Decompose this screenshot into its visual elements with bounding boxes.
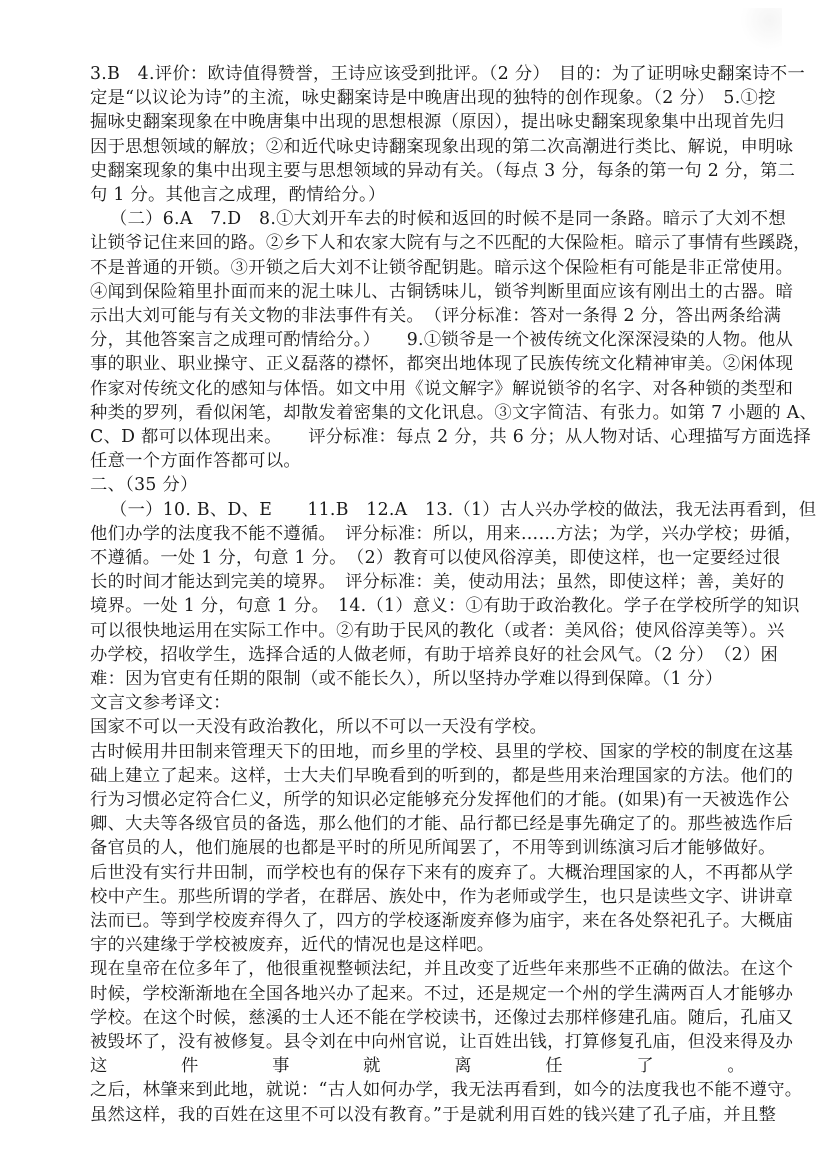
text-line: 办学校，招收学生，选择合适的人做老师，有助于培养良好的社会风气。（2 分） （2）困 (90, 644, 779, 665)
scan-smudge (740, 8, 782, 50)
text-line: 任意一个方面作答都可以。 (90, 451, 301, 472)
text-line: 备官员的人，他们施展的也都是平时的所见所闻罢了，不用等到训练演习后才能够做好。 (90, 838, 776, 859)
text-line: 古时候用井田制来管理天下的田地，而乡里的学校、县里的学校、国家的学校的制度在这基 (90, 741, 794, 762)
text-line: 国家不可以一天没有政治教化，所以不可以一天没有学校。 (90, 717, 548, 738)
text-line: ④闻到保险箱里扑面而来的泥土味儿、古铜锈味儿，锁爷判断里面应该有刚出土的古器。暗 (90, 281, 794, 302)
text-line: 之后，林肇来到此地，就说：“古人如何办学，我无法再看到，如今的法度我也不能不遵守。 (90, 1080, 803, 1101)
text-line: 作家对传统文化的感知与体悟。如文中用《说文解字》解说锁爷的名字、对各种锁的类型和 (90, 378, 794, 399)
text-line: （一）10. B、D、E 11.B 12.A 13.（1）古人兴办学校的做法，我无法再看到，但 (110, 499, 817, 520)
text-line: 分，其他答案言之成理可酌情给分。） 9.①锁爷是一个被传统文化深深浸染的人物。他从 (90, 330, 794, 351)
text-line: 掘咏史翻案现象在中晚唐集中出现的思想根源（原因），提出咏史翻案现象集中出现首先归 (90, 112, 785, 133)
text-line: 难：因为官吏有任期的限制（或不能长久），所以坚持办学难以得到保障。（1 分） (90, 669, 723, 689)
text-line: 时候，学校渐渐地在全国各地兴办了起来。不过，还是规定一个州的学生满两百人才能够办 (90, 983, 794, 1004)
text-line: 因于思想领域的解放；②和近代咏史诗翻案现象出现的第二次高潮进行类比、解说，申明咏 (90, 136, 794, 157)
text-line: 行为习惯必定符合仁义，所学的知识必定能够充分发挥他们的才能。(如果)有一天被选作公 (90, 790, 790, 810)
text-line: 可以很快地运用在实际工作中。②有助于民风的教化（或者：美风俗；使风俗淳美等）。兴 (90, 620, 785, 641)
text-line: 这件事就离任了。 (90, 1056, 745, 1077)
text-line: 史翻案现象的集中出现主要与思想领域的异动有关。（每点 3 分，每条的第一句 2 分，第二 (90, 160, 796, 181)
text-line: 句 1 分。其他言之成理，酌情给分。） (90, 185, 386, 205)
text-line: 校中产生。那些所谓的学者，在群居、族处中，作为老师或学生，也只是读些文字、讲讲章 (90, 886, 794, 907)
text-line: 卿、大夫等各级官员的备选，那么他们的才能、品行都已经是事先确定了的。那些被选作后 (90, 814, 794, 835)
text-line: 境界。一处 1 分，句意 1 分。 14.（1）意义：①有助于政治教化。学子在学校所学的知识 (90, 596, 800, 617)
text-line: 础上建立了起来。这样，士大夫们早晚看到的听到的，都是些用来治理国家的方法。他们的 (90, 765, 794, 786)
text-line: 让锁爷记住来回的路。②乡下人和农家大院有与之不匹配的大保险柜。暗示了事情有些蹊跷， (90, 233, 811, 254)
text-line: （二）6.A 7.D 8.①大刘开车去的时候和返回的时候不是同一条路。暗示了大刘不想 (110, 209, 786, 230)
text-line: 定是“以议论为诗”的主流，咏史翻案诗是中晚唐出现的独特的创作现象。（2 分） 5.①挖 (90, 88, 776, 109)
text-line: 现在皇帝在位多年了，他很重视整顿法纪，并且改变了近些年来那些不正确的做法。在这个 (90, 959, 794, 980)
section-heading: 文言文参考译文： (90, 693, 231, 714)
text-line: 法而已。等到学校废弃得久了，四方的学校逐渐废弃修为庙宇，来在各处祭祀孔子。大概庙 (90, 911, 794, 931)
text-line: 被毁坏了，没有被修复。县令刘在中向州官说，让百姓出钱，打算修复孔庙，但没来得及办 (90, 1032, 794, 1052)
text-line: 宇的兴建缘于学校被废弃，近代的情况也是这样吧。 (90, 935, 495, 956)
text-line: 学校。在这个时候，慈溪的士人还不能在学校读书，还像过去那样修建孔庙。随后，孔庙又 (90, 1007, 794, 1028)
text-line: 种类的罗列，看似闲笔，却散发着密集的文化讯息。③文字简洁、有张力。如第 7 小题的 A、 (90, 402, 817, 423)
text-line: 他们办学的法度我不能不遵循。 评分标准：所以，用来……方法；为学，兴办学校；毋循， (90, 523, 803, 544)
text-line: 后世没有实行井田制，而学校也有的保存下来有的废弃了。大概治理国家的人，不再都从学 (90, 862, 794, 883)
text-line: 长的时间才能达到完美的境界。 评分标准：美，使动用法；虽然，即使这样；善，美好的 (90, 572, 785, 593)
section-heading: 二、（35 分） (90, 475, 198, 496)
text-line: 不遵循。一处 1 分，句意 1 分。 （2）教育可以使风俗淳美，即使这样，也一定要经过很 (90, 548, 781, 568)
text-line: 3.B 4.评价：欧诗值得赞誉，王诗应该受到批评。（2 分） 目的：为了证明咏史翻案诗不一 (90, 64, 806, 84)
text-line: C、D 都可以体现出来。 评分标准：每点 2 分，共 6 分；从人物对话、心理描写方面选择 (90, 427, 812, 447)
text-line: 虽然这样，我的百姓在这里不可以没有教育。”于是就利用百姓的钱兴建了孔子庙，并且整 (90, 1104, 777, 1125)
text-line: 不是普通的开锁。③开锁之后大刘不让锁爷配钥匙。暗示这个保险柜有可能是非正常使用。 (90, 257, 794, 278)
text-line: 事的职业、职业操守、正义磊落的襟怀，都突出地体现了民族传统文化精神审美。②闲体现 (90, 354, 794, 375)
text-line: 示出大刘可能与有关文物的非法事件有关。 （评分标准：答对一条得 2 分，答出两条给满 (90, 306, 782, 326)
